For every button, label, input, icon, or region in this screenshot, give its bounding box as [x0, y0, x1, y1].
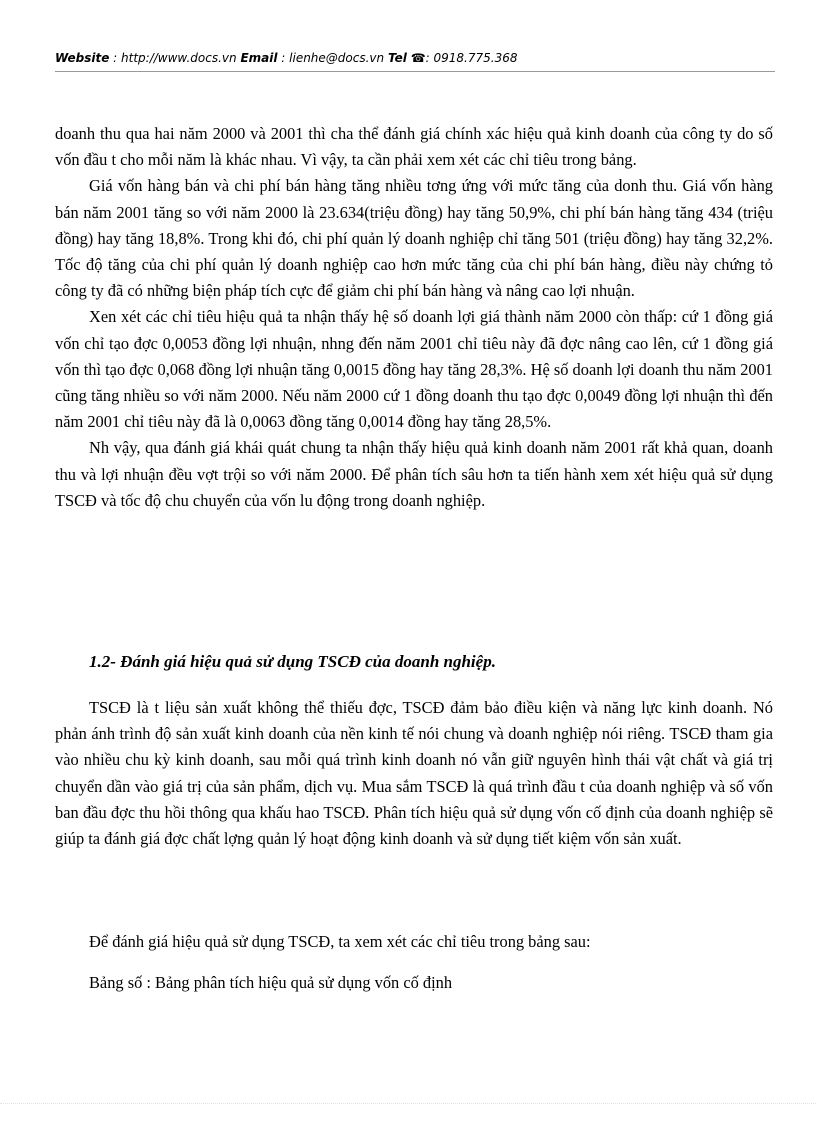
email-label: Email: [240, 51, 278, 65]
tel-label: Tel: [387, 51, 407, 65]
table-caption: Bảng số : Bảng phân tích hiệu quả sử dụng vốn cố định: [89, 973, 453, 992]
page-header: [55, 51, 517, 65]
table-intro: Để đánh giá hiệu quả sử dụng TSCĐ, ta xem xét các chỉ tiêu trong bảng sau:: [89, 932, 591, 951]
website-label: Website: [55, 51, 110, 65]
phone-number: : 0918.775.368: [425, 51, 518, 65]
paragraph-summary: Nh vậy, qua đánh giá khái quát chung ta nhận thấy hiệu quả kinh doanh năm 2001 rất khả quan, doanh thu và lợi nhuận đều vợt trội so với năm 2000. Để phân tích sâu hơn ta tiến hành xem xét hiệu quả sử dụng TSCĐ và tốc độ chu chuyển của vốn lu động trong doanh nghiệp.: [55, 438, 773, 510]
footer-divider: [0, 1103, 816, 1104]
phone-icon: ☎: [410, 51, 426, 65]
paragraph-efficiency-indicators: Xen xét các chỉ tiêu hiệu quả ta nhận thấy hệ số doanh lợi giá thành năm 2000 còn thấp: cứ 1 đồng giá vốn chỉ tạo đợc 0,0053 đồng lợi nhuận, nhng đến năm 2001 chỉ tiêu này đã đợc nâng cao lên, cứ 1 đồng giá vốn thì tạo đợc 0,068 đồng lợi nhuận tăng 0,0015 đồng hay tăng 28,3%. Hệ số doanh lợi doanh thu năm 2001 cũng tăng nhiều so với năm 2000. Nếu năm 2000 cứ 1 đồng doanh thu tạo đợc 0,0049 đồng lợi nhuận thì đến năm 2001 chỉ tiêu này đã là 0,0063 đồng tăng 0,0014 đồng hay tăng 28,5%.: [55, 307, 773, 432]
paragraph-fixed-assets: TSCĐ là t liệu sản xuất không thể thiếu đợc, TSCĐ đảm bảo điều kiện và năng lực kinh doanh. Nó phản ánh trình độ sản xuất kinh doanh của nền kinh tế nói chung và doanh nghiệp nói riêng. TSCĐ tham gia vào nhiều chu kỳ kinh doanh, sau mỗi quá trình kinh doanh nó vẫn giữ nguyên hình thái vật chất và giá trị chuyển dần vào giá trị của sản phẩm, dịch vụ. Mua sắm TSCĐ là quá trình đầu t của doanh nghiệp và số vốn ban đầu đợc thu hồi thông qua khấu hao TSCĐ. Phân tích hiệu quả sử dụng vốn cố định của doanh nghiệp sẽ giúp ta đánh giá đợc chất lợng quản lý hoạt động kinh doanh và sử dụng tiết kiệm vốn sản xuất.: [55, 698, 773, 849]
website-url[interactable]: : http://www.docs.vn: [113, 51, 237, 65]
header-divider: [55, 71, 775, 72]
section-body-block: [55, 695, 773, 852]
section-heading: 1.2- Đánh giá hiệu quả sử dụng TSCĐ của doanh nghiệp.: [89, 652, 496, 671]
body-text-block: [55, 121, 773, 514]
paragraph-continuation: doanh thu qua hai năm 2000 và 2001 thì cha thể đánh giá chính xác hiệu quả kinh doanh của công ty do số vốn đầu t cho mỗi năm là khác nhau. Vì vậy, ta cần phải xem xét các chỉ tiêu trong bảng.: [55, 124, 773, 170]
email-address[interactable]: : lienhe@docs.vn: [281, 51, 385, 65]
paragraph-cost-analysis: Giá vốn hàng bán và chi phí bán hàng tăng nhiều tơng ứng với mức tăng của donh thu. Giá vốn hàng bán năm 2001 tăng so với năm 2000 là 23.634(triệu đồng) hay tăng 50,9%, chi phí bán hàng tăng 434 (triệu đồng) hay tăng 18,8%. Trong khi đó, chi phí quản lý doanh nghiệp chỉ tăng 501 (triệu đồng) hay tăng 32,2%. Tốc độ tăng của chi phí quản lý doanh nghiệp cao hơn mức tăng của chi phí bán hàng, điều này chứng tỏ công ty đã có những biện pháp tích cực để giảm chi phí bán hàng và nâng cao lợi nhuận.: [55, 176, 773, 301]
